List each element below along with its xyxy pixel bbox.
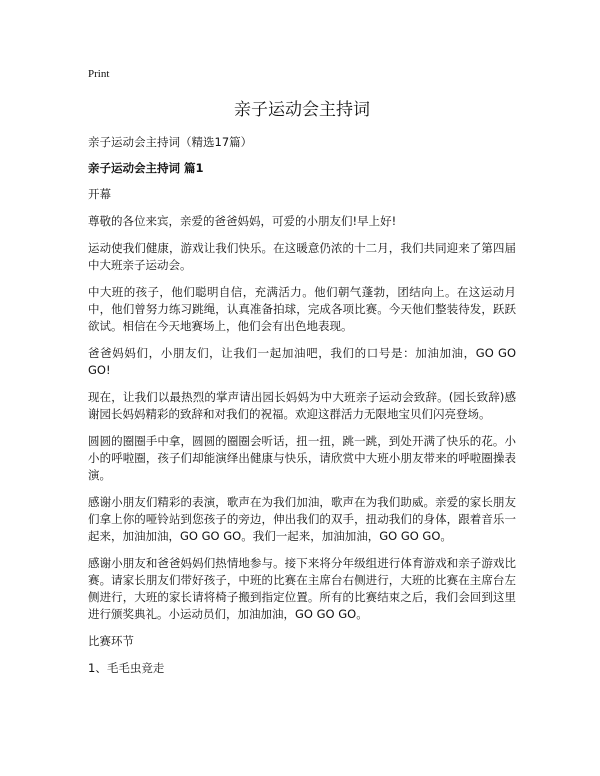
paragraph-greeting: 尊敬的各位来宾，亲爱的爸爸妈妈，可爱的小朋友们!早上好! <box>88 214 397 228</box>
paragraph-intro: 运动使我们健康，游戏让我们快乐。在这暖意仍浓的十二月，我们共同迎来了第四届中大班亲子运动会。 <box>88 241 516 272</box>
paragraph-dumbbell-dance: 感谢小朋友们精彩的表演，歌声在为我们加油，歌声在为我们助威。亲爱的家长朋友们拿上你的哑铃站到您孩子的旁边，伸出我们的双手，扭动我们的身体，跟着音乐一起来，加油加油，GO GO GO。我们一起来，加油加油，GO GO GO。 <box>88 495 516 543</box>
document-subtitle: 亲子运动会主持词（精选17篇） <box>88 135 253 149</box>
document-page <box>88 66 516 687</box>
page-title: 亲子运动会主持词 <box>234 100 370 120</box>
paragraph-competition-section: 比赛环节 <box>88 634 134 648</box>
paragraph-item-caterpillar: 1、毛毛虫竞走 <box>88 661 165 675</box>
paragraph-slogan: 爸爸妈妈们，小朋友们，让我们一起加油吧，我们的口号是：加油加油，GO GO GO! <box>88 346 516 377</box>
paragraph-hula-hoop: 圆圆的圈圈手中拿，圆圆的圈圈会听话，扭一扭，跳一跳，到处开满了快乐的花。小小的呼啦圈，孩子们却能演绎出健康与快乐，请欣赏中大班小朋友带来的呼啦圈操表演。 <box>88 434 516 482</box>
paragraph-opening-label: 开幕 <box>88 187 111 201</box>
section-heading: 亲子运动会主持词 篇1 <box>88 161 204 175</box>
print-link[interactable]: Print <box>88 68 110 80</box>
paragraph-principal-speech: 现在，让我们以最热烈的掌声请出园长妈妈为中大班亲子运动会致辞。(园长致辞)感谢园长妈妈精彩的致辞和对我们的祝福。欢迎这群活力无限地宝贝们闪亮登场。 <box>88 390 516 421</box>
paragraph-children: 中大班的孩子，他们聪明自信，充满活力。他们朝气蓬勃，团结向上。在这运动月中，他们曾努力练习跳绳，认真准备拍球，完成各项比赛。今天他们整装待发，跃跃欲试。相信在今天地赛场上，他们会有出色地表现。 <box>88 285 516 333</box>
paragraph-competition-intro: 感谢小朋友和爸爸妈妈们热情地参与。接下来将分年级组进行体育游戏和亲子游戏比赛。请家长朋友们带好孩子，中班的比赛在主席台右侧进行，大班的比赛在主席台左侧进行，大班的家长请将椅子搬到指定位置。所有的比赛结束之后，我们会回到这里进行颁奖典礼。小运动员们，加油加油，GO GO GO。 <box>88 556 516 621</box>
